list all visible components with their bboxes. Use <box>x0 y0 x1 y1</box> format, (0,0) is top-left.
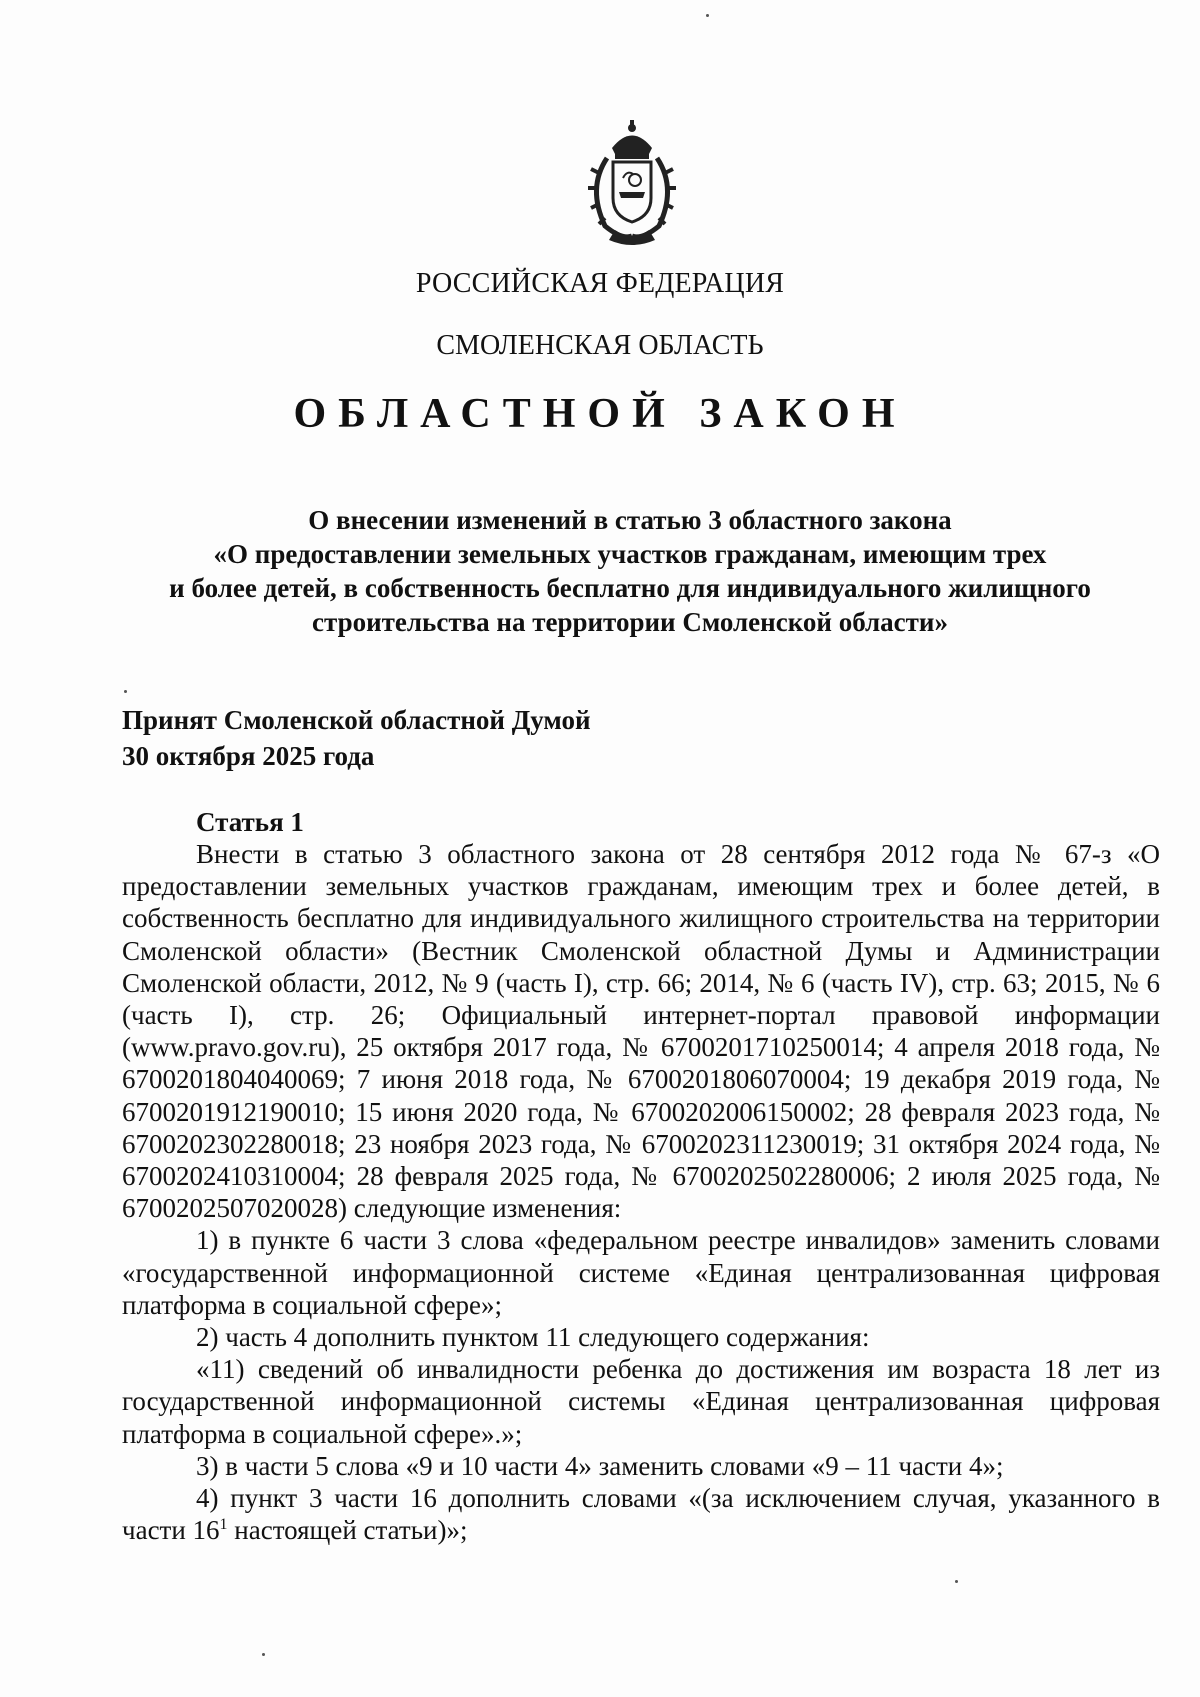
adoption-date: 30 октября 2025 года <box>122 741 375 771</box>
scan-speck <box>124 690 127 693</box>
article-body <box>122 838 1160 1546</box>
title-line: О внесении изменений в статью 3 областного закона <box>308 505 952 535</box>
country-heading: РОССИЙСКАЯ ФЕДЕРАЦИЯ <box>415 268 785 299</box>
article-item-2-text: «11) сведений об инвалидности ребенка до достижения им возраста 18 лет из государственной информационной системы «Единая централизованная цифровая платформа в социальной сфере».»; <box>122 1354 1160 1449</box>
title-line: и более детей, в собственность бесплатно для индивидуального жилищного <box>169 573 1091 603</box>
article-item-3: 3) в части 5 слова «9 и 10 части 4» заменить словами «9 – 11 части 4»; <box>196 1450 1004 1481</box>
scan-speck <box>706 14 709 17</box>
region-heading: СМОЛЕНСКАЯ ОБЛАСТЬ <box>436 330 764 361</box>
adoption-info <box>122 702 591 774</box>
scan-speck <box>262 1653 265 1656</box>
item-4-text: 4) пункт 3 части 16 дополнить словами «(за исключением случая, указанного в части 16 <box>122 1483 1160 1546</box>
document-type-heading: ОБЛАСТНОЙ ЗАКОН <box>293 391 907 437</box>
item-4-text-end: настоящей статьи)»; <box>227 1515 468 1546</box>
article-item-4 <box>122 1482 1160 1546</box>
smolensk-coat-of-arms-icon <box>577 118 687 248</box>
article-intro: Внести в статью 3 областного закона от 28 сентября 2012 года № 67-з «О предоставлении земельных участков гражданам, имеющим трех и более детей, в собственность бесплатно для индивидуального жилищного строительства на территории Смоленской области» (Вестник Смоленской областной Думы и Администрации Смоленской области, 2012, № 9 (часть I), стр. 66; 2014, № 6 (часть IV), стр. 63; 2015, № 6 (часть I), стр. 26; Официальный интернет-портал правовой информации (www.pravo.gov.ru), 25 октября 2017 года, № 6700201710250014; 4 апреля 2018 года, № 6700201804040069; 7 июня 2018 года, № 6700201806070004; 19 декабря 2019 года, № 6700201912190010; 15 июня 2020 года, № 6700202006150002; 28 февраля 2023 года, № 6700202302280018; 23 ноября 2023 года, № 6700202311230019; 31 октября 2024 года, № 6700202410310004; 28 февраля 2025 года, № 6700202502280006; 2 июля 2025 года, № 6700202507020028) следующие изменения: <box>122 839 1160 1224</box>
superscript: 1 <box>219 1516 228 1534</box>
article-item-1: 1) в пункте 6 части 3 слова «федеральном реестре инвалидов» заменить словами «государственной информационной системе «Единая централизованная цифровая платформа в социальной сфере»; <box>122 1225 1160 1320</box>
scan-speck <box>955 1580 958 1583</box>
title-line: строительства на территории Смоленской области» <box>312 607 948 637</box>
article-item-2: 2) часть 4 дополнить пунктом 11 следующего содержания: <box>196 1322 870 1353</box>
title-line: «О предоставлении земельных участков гражданам, имеющим трех <box>213 539 1047 569</box>
adopted-by: Принят Смоленской областной Думой <box>122 705 591 735</box>
law-title <box>140 503 1120 639</box>
article-heading: Статья 1 <box>196 807 304 837</box>
